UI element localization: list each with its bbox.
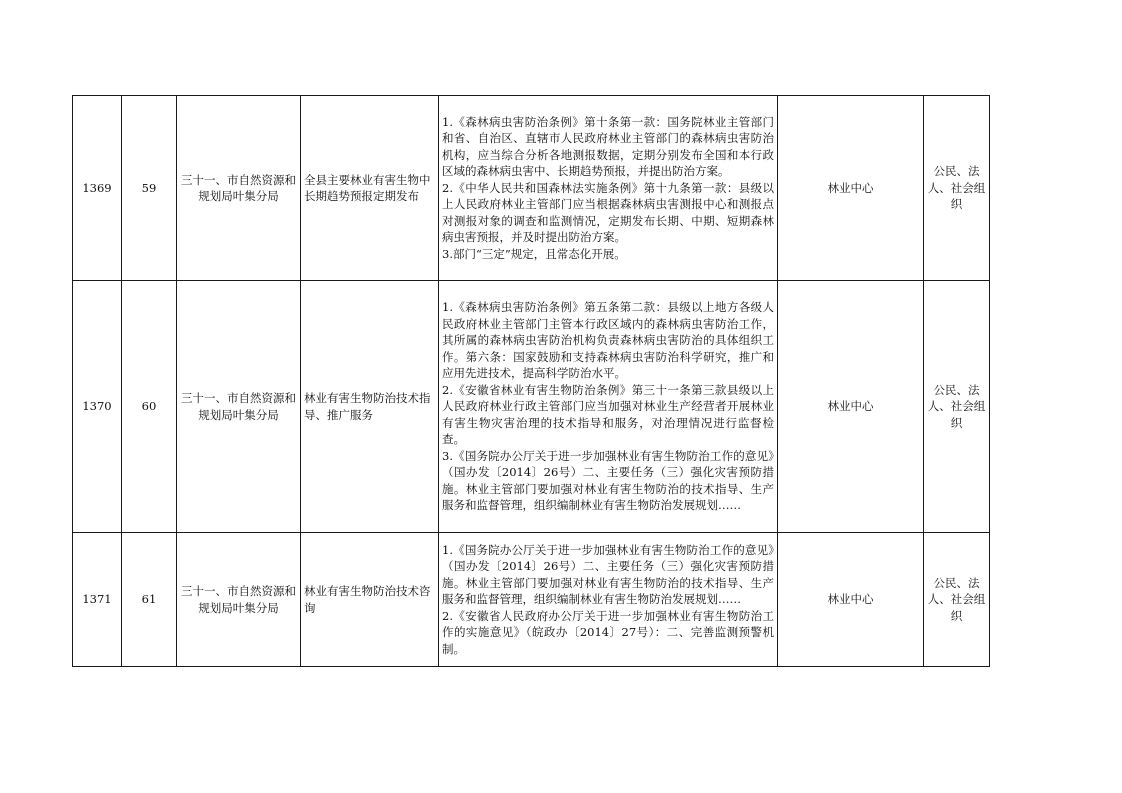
responsible-unit-cell: 林业中心 xyxy=(778,533,924,667)
service-subject-cell: 公民、法人、社会组织 xyxy=(924,96,990,281)
department-cell: 三十一、市自然资源和规划局叶集分局 xyxy=(177,533,301,667)
legal-basis-line: 1.《国务院办公厅关于进一步加强林业有害生物防治工作的意见》（国办发〔2014〕26号）二、主要任务（三）强化灾害预防措施。林业主管部门要加强对林业有害生物防治的技术指导、生产服务和监督管理，组织编制林业有害生物防治发展规划…… xyxy=(442,542,774,607)
legal-basis-cell xyxy=(439,533,778,667)
responsible-unit-cell: 林业中心 xyxy=(778,281,924,533)
legal-basis-cell xyxy=(439,96,778,281)
legal-basis-line: 3.《国务院办公厅关于进一步加强林业有害生物防治工作的意见》（国办发〔2014〕26号）二、主要任务（三）强化灾害预防措施。林业主管部门要加强对林业有害生物防治的技术指导、生产服务和监督管理，组织编制林业有害生物防治发展规划…… xyxy=(442,448,774,513)
item-number-cell: 59 xyxy=(122,96,177,281)
legal-basis-line: 1.《森林病虫害防治条例》第十条第一款：国务院林业主管部门和省、自治区、直辖市人民政府林业主管部门的森林病虫害防治机构，应当综合分析各地测报数据，定期分别发布全国和本行政区域的森林病虫害中、长期趋势预报，并提出防治方案。 xyxy=(442,114,774,179)
department-cell: 三十一、市自然资源和规划局叶集分局 xyxy=(177,281,301,533)
department-cell: 三十一、市自然资源和规划局叶集分局 xyxy=(177,96,301,281)
table-row xyxy=(73,281,990,533)
legal-basis-cell xyxy=(439,281,778,533)
seq-cell: 1369 xyxy=(73,96,122,281)
seq-cell: 1371 xyxy=(73,533,122,667)
table-row xyxy=(73,96,990,281)
item-name-cell: 林业有害生物防治技术指导、推广服务 xyxy=(301,281,439,533)
legal-basis-line: 2.《中华人民共和国森林法实施条例》第十九条第一款：县级以上人民政府林业主管部门应当根据森林病虫害测报中心和测报点对测报对象的调查和监测情况，定期发布长期、中期、短期森林病虫害预报，并及时提出防治方案。 xyxy=(442,180,774,245)
service-items-table xyxy=(72,95,990,667)
legal-basis-line: 2.《安徽省林业有害生物防治条例》第三十一条第三款县级以上人民政府林业行政主管部门应当加强对林业生产经营者开展林业有害生物灾害治理的技术指导和服务，对治理情况进行监督检查。 xyxy=(442,382,774,447)
item-name-cell: 林业有害生物防治技术咨询 xyxy=(301,533,439,667)
service-subject-cell: 公民、法人、社会组织 xyxy=(924,281,990,533)
item-number-cell: 60 xyxy=(122,281,177,533)
item-name-cell: 全县主要林业有害生物中长期趋势预报定期发布 xyxy=(301,96,439,281)
legal-basis-line: 1.《森林病虫害防治条例》第五条第二款：县级以上地方各级人民政府林业主管部门主管本行政区域内的森林病虫害防治工作，其所属的森林病虫害防治机构负责森林病虫害防治的具体组织工作。第六条：国家鼓励和支持森林病虫害防治科学研究，推广和应用先进技术，提高科学防治水平。 xyxy=(442,300,774,381)
legal-basis-line: 2.《安徽省人民政府办公厅关于进一步加强林业有害生物防治工作的实施意见》（皖政办〔2014〕27号）：二、完善监测预警机制。 xyxy=(442,608,774,656)
item-number-cell: 61 xyxy=(122,533,177,667)
responsible-unit-cell: 林业中心 xyxy=(778,96,924,281)
service-subject-cell: 公民、法人、社会组织 xyxy=(924,533,990,667)
legal-basis-line: 3.部门“三定”规定，且常态化开展。 xyxy=(442,246,626,261)
seq-cell: 1370 xyxy=(73,281,122,533)
table-row xyxy=(73,533,990,667)
